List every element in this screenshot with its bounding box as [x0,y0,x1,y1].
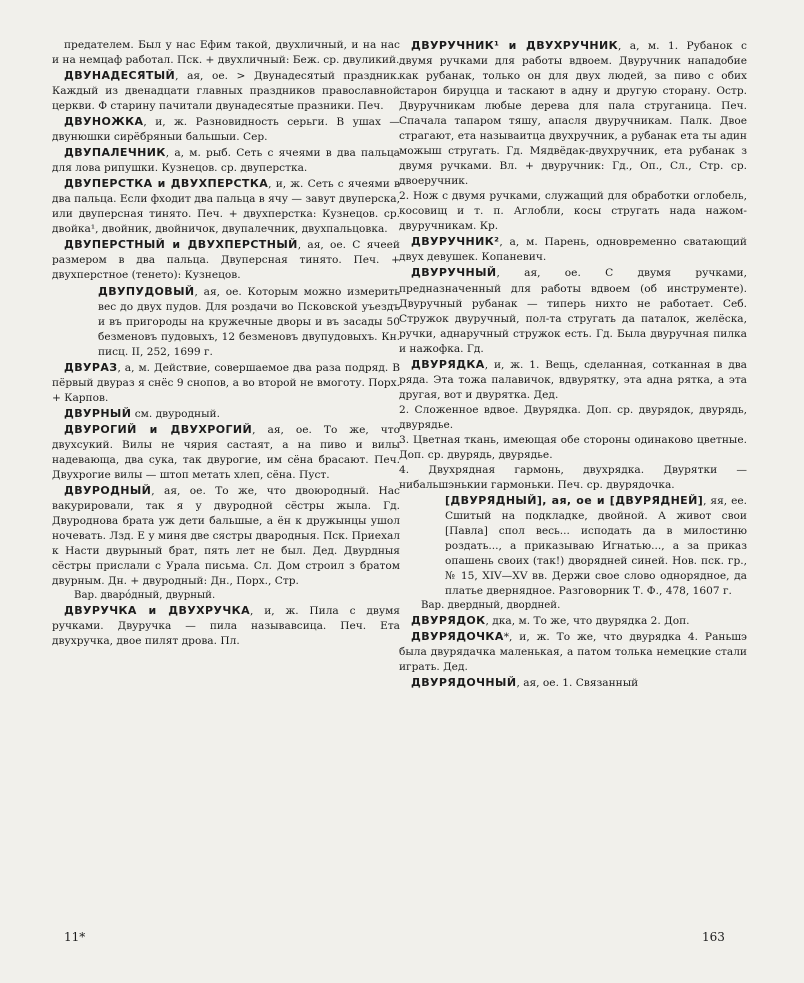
entry-text: , и, ж. Пила с двумя ручками. Двуручка — пила называвсица. Печ. Ета двухручка, двое пилят дрова. Пл. [52,604,400,647]
entry-text: , и, ж. 1. Вещь, сделанная, сотканная в два ряда. Эта тожа палавичок, вдвурятку, эта адна рятка, а эта другая, вот и двурятка. Дед. [399,358,747,401]
entry-text: предателем. Был у нас Ефим такой, двухличный, и на нас и на немцаф работал. Пск. + двухличный: Беж. ср. двуликий. [52,39,400,67]
entry-headword: [ДВУРЯДНЫЙ], ая, ое и [ДВУРЯДНЕЙ] [445,493,704,507]
dictionary-entry [399,463,747,493]
entry-text: , ая, ое. С двумя ручками, предназначенный для работы вдвоем (об инструменте). Двуручный рубанак — типерь нихто не работает. Себ. Стружок двуручный, пол-та стругать да паталок, желёска, ручки, аднаручный стружок есть. Гд. Была двуручная пилка и нажофка. Гд. [399,267,747,355]
entry-text: 2. Нож с двумя ручками, служащий для обработки оглобель, косовищ и т. п. Аглобли, косы стругать нада нажом-двуручникам. Кр. [399,190,747,233]
entry-text: , ая, ое. С ячеей размером в два пальца. Двуперсная тинято. Печ. + двухперстное (тенето): Кузнецов. [52,239,400,282]
entry-headword: ДВУПАЛЕЧНИК [64,146,166,160]
entry-text: 4. Двухрядная гармонь, двухрядка. Двурятки — нибальшэнькии гармоньки. Печ. ср. двурядочка. [399,463,747,491]
entry-headword: ДВУРУЧКА и ДВУХРУЧКА [64,603,250,617]
dictionary-entry [52,422,400,483]
entry-text: , ая, ое. > Двунадесятый праздник. Каждый из двенадцати главных праздников православной церкви. Ф старину пачитали двунадесятые празники. Печ. [52,70,400,113]
entry-text: , ая, ое. Которым можно измерить вес до двух пудов. Для роздачи во Псковской уъездъ и въ пригороды на кружечные дворы и въ засады 50 безменовъ пудовыхъ, 12 безменовъ двупудовыхъ. Кн. писц. II, 252, 1699 г. [98,285,400,358]
entry-headword: ДВУНОЖКА [64,115,144,129]
entry-text: Вар. двердный, двордней. [421,600,561,612]
dictionary-entry [399,613,747,629]
entry-text: , а, м. Парень, одновременно сватающий двух девушек. Копаневич. [399,236,747,264]
dictionary-entry [399,675,747,691]
dictionary-entry [52,38,400,68]
entry-text: Вар. дваро́дный, двурный. [74,590,216,602]
entry-text: , а, м. 1. Рубанок с двумя ручками для работы вдвоем. Двуручник нападобие как рубанак, только он для двух людей, за пиво с обих старон бируцца и таскают в адну и другую сторану. Остр. Двуручникам любые дерева для пала струганица. Печ. Спачала тапаром тяшу, апасля двуручникам. Палк. Двое страгают, ета называитца двухручник, а рубанак ета ты адин можыш стругать. Гд. Мядвёдак-двухручник, ета рубанак з двумя ручками. Вл. + двуручник: Гд., Оп., Сл., Стр. ср. двоеручник. [399,40,747,188]
dictionary-entry [52,483,400,589]
entry-text: , и, ж. Сеть с ячеями в два пальца. Если фходит два пальца в ячу — завут двуперска, или двуперсная тинято. Печ. + двухперстка: Кузнецов. ср. двойка¹, двойник, двойничок, двупалечник, двухпальцовка. [52,178,400,236]
dictionary-entry [399,629,747,675]
entry-headword: ДВУРАЗ [64,360,118,374]
dictionary-entry [52,145,400,176]
dictionary-entry [52,237,400,283]
dictionary-entry [399,265,747,356]
entry-text: , и, ж. Разновидность серьги. В ушах — двунюшки сирёбряныи бальшыи. Сер. [52,116,400,144]
right-column [399,38,747,691]
entry-text: , яя, ее. Сшитый на подкладке, двойной. А живот свои [Павла] спол весь... исподать да в милостиню роздать..., а приказываю Игнатью..., а за приказ опашень своих (так!) дворядней синей. Нов. пск. гр., № 15, XIV—XV вв. Держи свое слово однорядное, да платье двернядное. Разговорник Т. Ф., 478, 1607 г. [445,494,747,598]
entry-text: 3. Цветная ткань, имеющая обе стороны одинаково цветные. Доп. ср. двурядь, двурядье. [399,433,747,461]
entry-text: *, и, ж. То же, что двурядка 4. Раньшэ была двурядачка маленькая, а патом толька немецкие стали играть. Дед. [399,630,747,673]
entry-text: 2. Сложенное вдвое. Двурядка. Доп. ср. двурядок, двурядь, двурядье. [399,403,747,431]
dictionary-entry [399,357,747,403]
dictionary-entry [52,114,400,145]
dictionary-entry [52,406,400,422]
dictionary-entry [399,599,747,613]
entry-headword: ДВУРЯДОК [411,613,486,627]
entry-text: , ая, ое. То же, что двоюродный. Нас вакурировали, так я у двуродной сёстры жыла. Гд. Двуроднова брата уж дети бальшые, а ён к дружынцы ушол ночевать. Лзд. Е у миня две сястры двародныя. Пск. Приехал к Насти двурыный брат, пять лет не был. Дед. Двурдныя сёстры прислали с Урала письма. Сл. Дом строил з братом двурным. Дн. + двуродный: Дн., Порх., Стр. [52,484,400,588]
left-column [52,38,400,649]
dictionary-entry [399,234,747,265]
dictionary-entry [52,176,400,237]
dictionary-entry [52,360,400,406]
entry-headword: ДВУРУЧНИК¹ и ДВУХРУЧНИК [411,39,618,52]
dictionary-entry [399,403,747,433]
dictionary-entry [52,68,400,114]
entry-text: , ая, ое. 1. Связанный [516,676,639,689]
entry-text: см. двуродный. [131,407,220,420]
entry-headword: ДВУРЯДОЧНЫЙ [411,675,517,689]
entry-headword: ДВУРУЧНИК² [411,235,500,249]
entry-headword: ДВУРЯДОЧКА [411,629,504,643]
entry-text: , дка, м. То же, что двурядка 2. Доп. [485,614,690,627]
entry-headword: ДВУПЕРСТНЫЙ и ДВУХПЕРСТНЫЙ [64,238,298,252]
dictionary-entry [52,603,400,649]
entry-headword: ДВУРУЧНЫЙ [411,266,497,280]
dictionary-entry [399,493,747,599]
dictionary-entry [399,433,747,463]
entry-headword: ДВУРОГИЙ и ДВУХРОГИЙ [64,422,253,436]
entry-headword: ДВУНАДЕСЯТЫЙ [64,69,176,83]
entry-text: , ая, ое. То же, что двухсукий. Вилы не чярия састаят, а на пиво и вилы надевающа, два сука, так двурогие, им сёна брасают. Печ. Двухрогие вилы — штоп метать хлеп, сёна. Пуст. [52,423,401,481]
dictionary-entry [399,38,747,189]
dictionary-entry [52,284,400,360]
entry-text: , а, м. Действие, совершаемое два раза подряд. В пёрвый двураз я снёс 9 снопов, а во второй не вмоготу. Порх. + Карпов. [52,361,400,404]
dictionary-entry [399,189,747,234]
dictionary-entry [52,589,400,603]
entry-headword: ДВУРОДНЫЙ [64,483,152,497]
entry-headword: ДВУРНЫЙ [64,406,132,420]
entry-text: , а, м. рыб. Сеть с ячеями в два пальца для лова рипушки. Кузнецов. ср. двуперстка. [52,147,400,175]
entry-headword: ДВУПУДОВЫЙ [98,284,195,298]
entry-headword: ДВУПЕРСТКА и ДВУХПЕРСТКА [64,177,269,191]
signature-mark: 11* [64,930,86,944]
page-number: 163 [702,930,725,944]
entry-headword: ДВУРЯДКА [411,357,485,371]
